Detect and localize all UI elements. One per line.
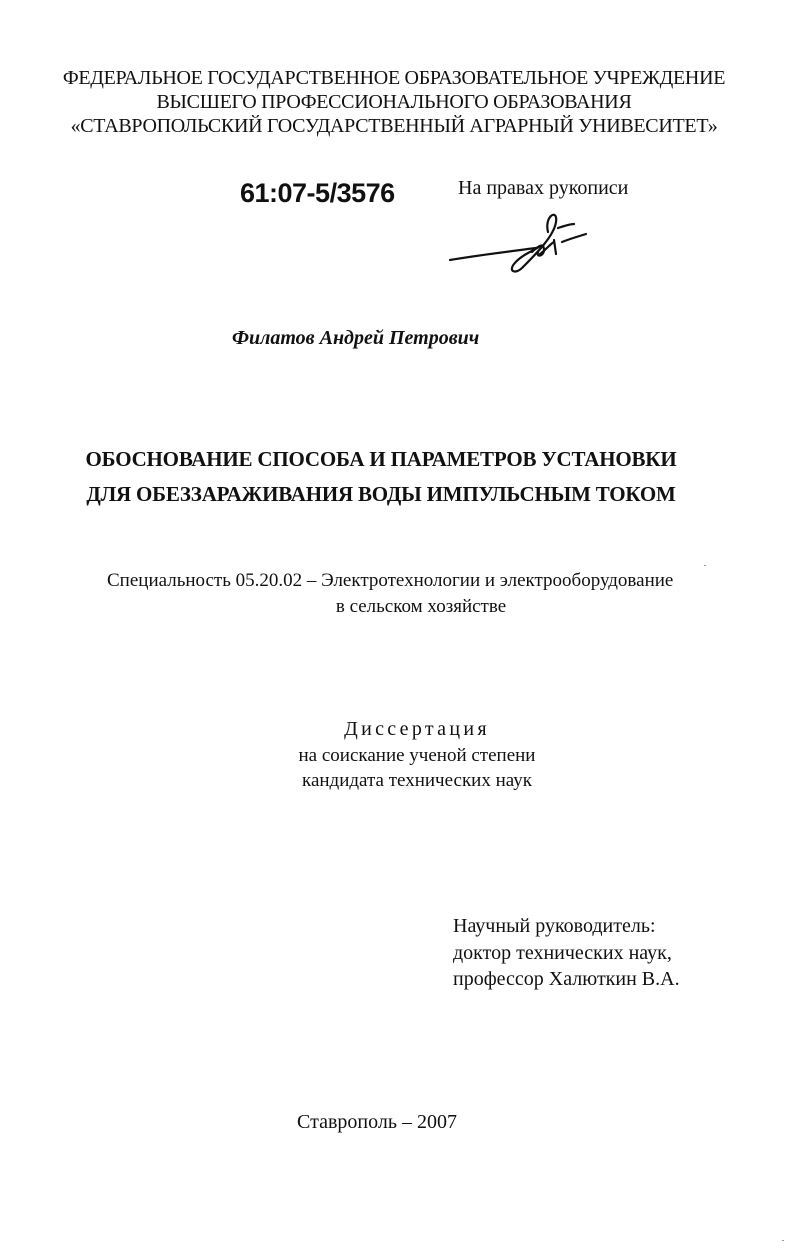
catalog-code: 61:07-5/3576 — [240, 178, 395, 208]
thesis-title-line-2: ДЛЯ ОБЕЗЗАРАЖИВАНИЯ ВОДЫ ИМПУЛЬСНЫМ ТОКОМ — [86, 482, 676, 506]
degree-line-1: на соискание ученой степени — [298, 745, 536, 766]
specialty-line-2: в сельском хозяйстве — [335, 596, 507, 617]
supervisor-degree: доктор технических наук, — [453, 942, 672, 964]
handwritten-signature — [444, 208, 594, 278]
dissertation-heading: Диссертация — [344, 718, 490, 740]
degree-line-2: кандидата технических наук — [302, 770, 532, 791]
scan-speck — [704, 565, 706, 566]
manuscript-rights: На правах рукописи — [458, 177, 629, 199]
thesis-title-line-1: ОБОСНОВАНИЕ СПОСОБА И ПАРАМЕТРОВ УСТАНОВКИ — [85, 447, 677, 471]
author-name: Филатов Андрей Петрович — [232, 327, 480, 349]
scan-speck — [782, 1240, 784, 1241]
city-year: Ставрополь – 2007 — [297, 1111, 457, 1133]
supervisor-label: Научный руководитель: — [453, 915, 656, 937]
supervisor-name: профессор Халюткин В.А. — [453, 968, 680, 990]
institution-line-1: ФЕДЕРАЛЬНОЕ ГОСУДАРСТВЕННОЕ ОБРАЗОВАТЕЛЬНОЕ УЧРЕЖДЕНИЕ — [62, 67, 726, 89]
institution-line-2: ВЫСШЕГО ПРОФЕССИОНАЛЬНОГО ОБРАЗОВАНИЯ — [156, 91, 632, 113]
specialty-line-1: Специальность 05.20.02 – Электротехнологии и электрооборудование — [107, 570, 674, 591]
institution-line-3: «СТАВРОПОЛЬСКИЙ ГОСУДАРСТВЕННЫЙ АГРАРНЫЙ УНИВЕСИТЕТ» — [70, 115, 718, 137]
